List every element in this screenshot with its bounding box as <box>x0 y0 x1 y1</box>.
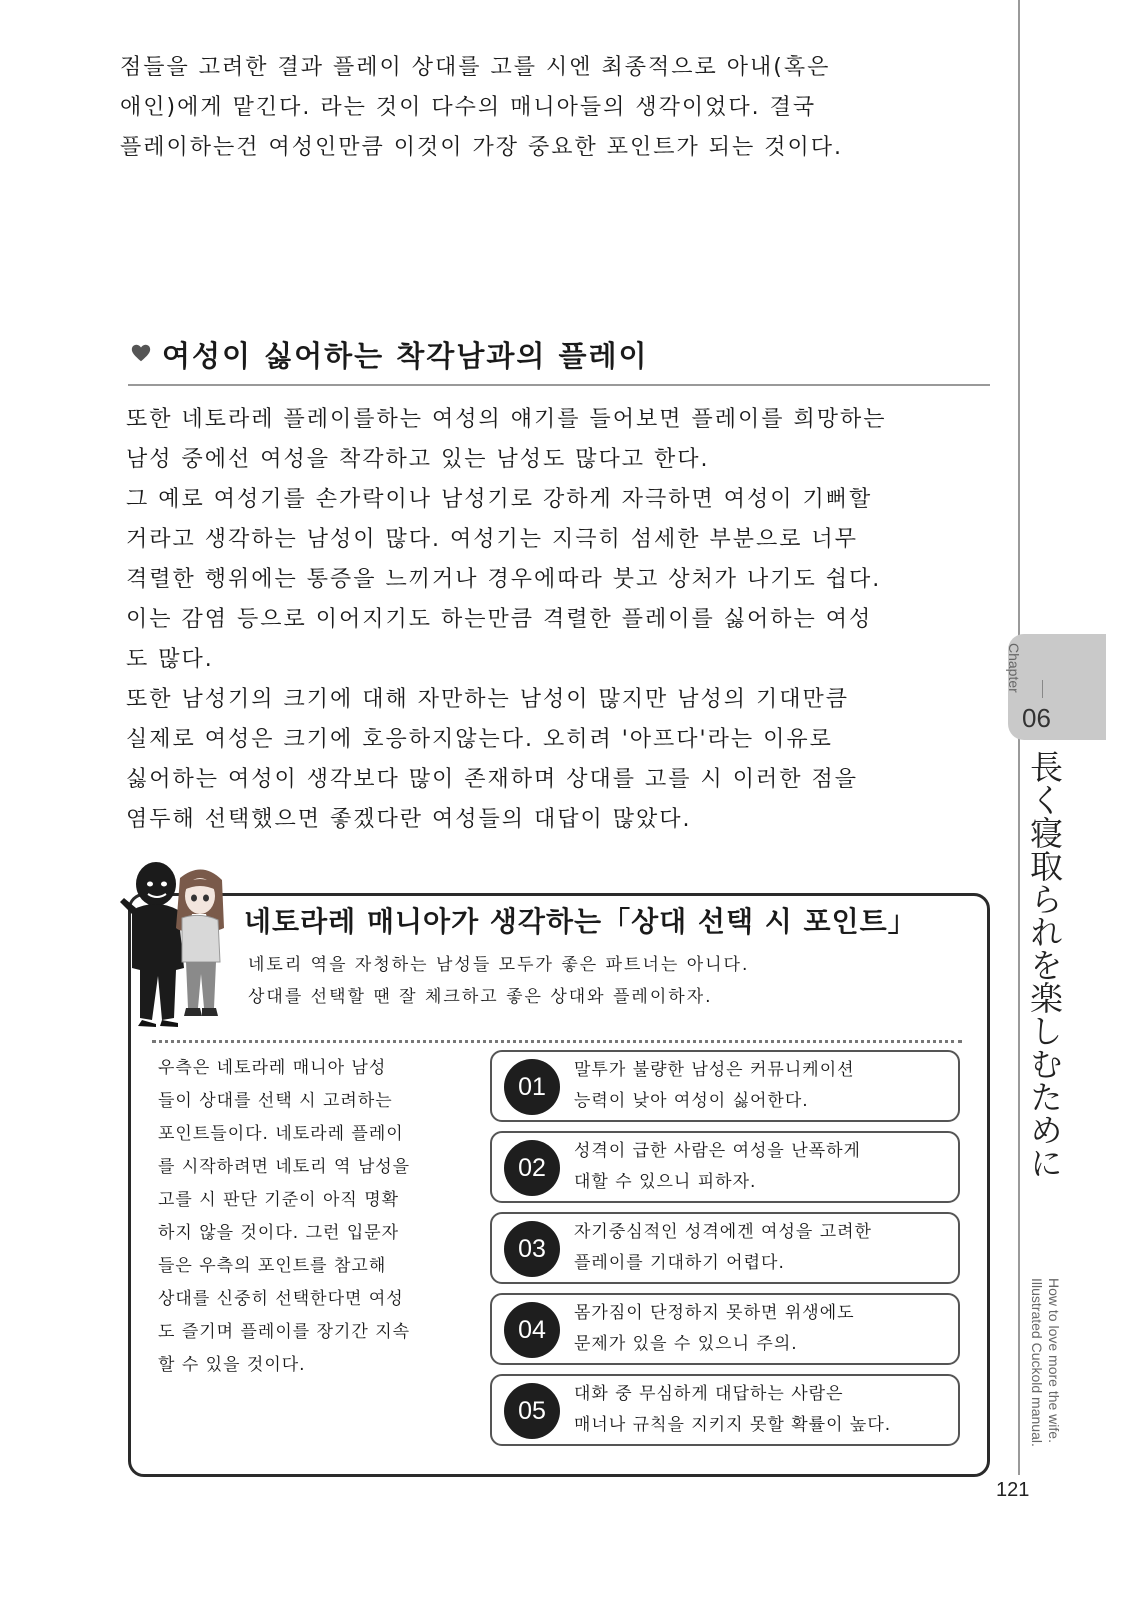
point-item <box>490 1293 960 1365</box>
description-line: 우측은 네토라레 매니아 남성 <box>158 1058 387 1078</box>
box-subtitle <box>248 949 749 1013</box>
description-line: 를 시작하려면 네토리 역 남성을 <box>158 1157 411 1177</box>
box-description <box>158 1052 488 1382</box>
description-line: 하지 않을 것이다. 그런 입문자 <box>158 1223 400 1243</box>
body-line: 그 예로 여성기를 손가락이나 남성기로 강하게 자극하면 여성이 기뻐할 <box>126 487 873 512</box>
body-line: 염두해 선택했으면 좋겠다란 여성들의 대답이 많았다. <box>126 807 692 832</box>
point-item <box>490 1212 960 1284</box>
section-title: 여성이 싫어하는 착각남과의 플레이 <box>162 339 649 373</box>
body-line: 남성 중에선 여성을 착각하고 있는 남성도 많다고 한다. <box>126 447 710 472</box>
intro-line: 점들을 고려한 결과 플레이 상대를 고를 시엔 최종적으로 아내(혹은 <box>120 55 831 80</box>
dotted-divider <box>152 1040 962 1043</box>
japanese-chapter-title: 長く寝取られを楽しむために <box>1025 750 1064 1179</box>
intro-line: 플레이하는건 여성인만큼 이것이 가장 중요한 포인트가 되는 것이다. <box>120 135 844 160</box>
page-number: 121 <box>996 1479 1030 1501</box>
description-line: 할 수 있을 것이다. <box>158 1355 306 1375</box>
box-subtitle-line: 상대를 선택할 땐 잘 체크하고 좋은 상대와 플레이하자. <box>248 987 713 1007</box>
point-item <box>490 1374 960 1446</box>
box-subtitle-line: 네토리 역을 자청하는 남성들 모두가 좋은 파트너는 아니다. <box>248 955 750 975</box>
point-line: 문제가 있을 수 있으니 주의. <box>574 1334 798 1354</box>
point-item <box>490 1131 960 1203</box>
body-line: 이는 감염 등으로 이어지기도 하는만큼 격렬한 플레이를 싫어하는 여성 <box>126 607 873 632</box>
point-line: 몸가짐이 단정하지 못하면 위생에도 <box>574 1303 855 1323</box>
body-line: 도 많다. <box>126 647 214 672</box>
point-text <box>574 1298 855 1360</box>
english-book-title <box>1016 1278 1076 1468</box>
point-number-badge: 05 <box>504 1383 560 1439</box>
point-text <box>574 1136 861 1198</box>
description-line: 도 즐기며 플레이를 장기간 지속 <box>158 1322 411 1342</box>
box-title: 네토라레 매니아가 생각하는「상대 선택 시 포인트」 <box>244 905 917 938</box>
english-title-text <box>1028 1278 1062 1468</box>
point-text <box>574 1217 872 1279</box>
description-line: 들이 상대를 선택 시 고려하는 <box>158 1091 393 1111</box>
point-line: 대화 중 무심하게 대답하는 사람은 <box>574 1384 844 1404</box>
point-line: 대할 수 있으니 피하자. <box>574 1172 757 1192</box>
body-line: 또한 네토라레 플레이를하는 여성의 얘기를 들어보면 플레이를 희망하는 <box>126 407 887 432</box>
point-number-badge: 01 <box>504 1059 560 1115</box>
chapter-label: Chapter <box>1006 643 1022 693</box>
intro-line: 애인)에게 맡긴다. 라는 것이 다수의 매니아들의 생각이었다. 결국 <box>120 95 817 120</box>
description-line: 포인트들이다. 네토라레 플레이 <box>158 1124 404 1144</box>
point-line: 성격이 급한 사람은 여성을 난폭하게 <box>574 1141 861 1161</box>
point-text <box>574 1379 891 1441</box>
point-line: 플레이를 기대하기 어렵다. <box>574 1253 785 1273</box>
body-line: 거라고 생각하는 남성이 많다. 여성기는 지극히 섬세한 부분으로 너무 <box>126 527 858 552</box>
point-line: 자기중심적인 성격에겐 여성을 고려한 <box>574 1222 872 1242</box>
point-number-badge: 03 <box>504 1221 560 1277</box>
point-number-badge: 02 <box>504 1140 560 1196</box>
point-line: 능력이 낮아 여성이 싫어한다. <box>574 1091 809 1111</box>
description-line: 고를 시 판단 기준이 아직 명확 <box>158 1190 400 1210</box>
chapter-number: 06 <box>1022 703 1051 733</box>
mascot-illustration <box>118 858 230 1028</box>
description-line: 들은 우측의 포인트를 참고해 <box>158 1256 387 1276</box>
description-line: 상대를 신중히 선택한다면 여성 <box>158 1289 404 1309</box>
body-paragraph <box>126 400 996 840</box>
intro-paragraph <box>120 48 980 168</box>
body-line: 실제로 여성은 크기에 호응하지않는다. 오히려 '아프다'라는 이유로 <box>126 727 833 752</box>
points-list <box>490 1050 960 1455</box>
point-line: 말투가 불량한 남성은 커뮤니케이션 <box>574 1060 855 1080</box>
chapter-separator <box>1042 680 1043 698</box>
point-text <box>574 1055 855 1117</box>
english-title-line: Illustrated Cuckold manual. <box>1029 1278 1045 1447</box>
point-number-badge: 04 <box>504 1302 560 1358</box>
point-item <box>490 1050 960 1122</box>
body-line: 격렬한 행위에는 통증을 느끼거나 경우에따라 붓고 상처가 나기도 쉽다. <box>126 567 882 592</box>
body-line: 또한 남성기의 크기에 대해 자만하는 남성이 많지만 남성의 기대만큼 <box>126 687 850 712</box>
english-title-line: How to love more the wife. <box>1046 1278 1062 1443</box>
point-line: 매너나 규칙을 지키지 못할 확률이 높다. <box>574 1415 892 1435</box>
section-heading <box>128 330 990 386</box>
heart-icon <box>130 342 152 364</box>
body-line: 싫어하는 여성이 생각보다 많이 존재하며 상대를 고를 시 이러한 점을 <box>126 767 858 792</box>
